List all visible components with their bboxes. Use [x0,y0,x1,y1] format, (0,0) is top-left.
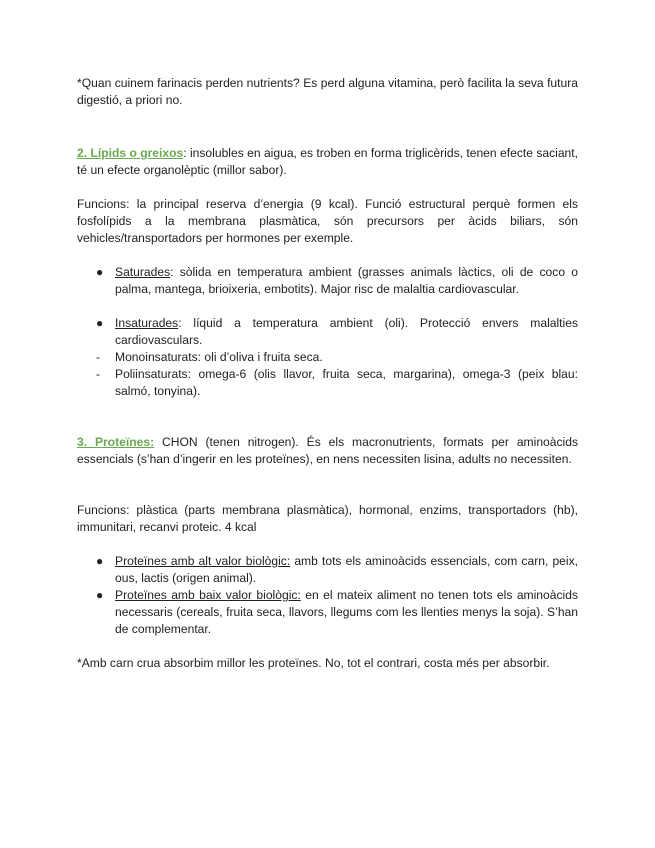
raw-meat-note [77,655,578,672]
proteins-heading: 3. Proteïnes: [77,435,155,449]
lipids-intro-text: : insolubles en aigua, es troben en forma triglicèrids, tenen efecte saciant, té un efecte organolèptic (millor sabor). [77,146,578,177]
unsaturated-text [115,315,578,349]
saturated-description: : sòlida en temperatura ambient (grasses animals làctics, oli de coco o palma, mantega, brioixeria, embotits). Major risc de malaltia cardiovascular. [115,265,578,296]
proteins-functions-text: Funcions: plàstica (parts membrana plasmàtica), hormonal, enzims, transportadors (hb), immunitari, recanvi proteic. 4 kcal [77,503,578,534]
bullet-marker: ● [96,316,104,330]
intro-note [77,75,578,109]
proteins-functions [77,502,578,536]
unsaturated-term: Insaturades [115,316,179,330]
lipids-functions [77,196,578,247]
raw-meat-note-text: *Amb carn crua absorbim millor les proteïnes. No, tot el contrari, costa més per absorbir. [77,656,550,670]
bullet-marker: ● [96,265,104,279]
lipids-heading: 2. Lípids o greixos [77,146,184,160]
proteins-intro-text: CHON (tenen nitrogen). És els macronutrients, formats per aminoàcids essencials (s’han d’ingerir en les proteïnes), en nens necessiten lisina, adults no necessiten. [77,435,578,466]
unsaturated-description: : líquid a temperatura ambient (oli). Protecció envers malalties cardiovasculars. [115,316,578,347]
saturated-text [115,264,578,298]
lipids-functions-text: Funcions: la principal reserva d’energia (9 kcal). Funció estructural perquè formen els fosfolípids a la membrana plasmàtica, són precursors per àcids biliars, són vehicles/transportadors per hormones per exemple. [77,197,578,245]
high-value-description: amb tots els aminoàcids essencials, com carn, peix, ous, lactis (origen animal). [115,554,578,585]
intro-note-text: *Quan cuinem farinacis perden nutrients? Es perd alguna vitamina, però facilita la seva futura digestió, a priori no. [77,76,578,107]
dash-marker: - [96,350,100,364]
polyunsaturated-text: Poliinsaturats: omega-6 (olis llavor, fruita seca, margarina), omega-3 (peix blau: salmó, tonyina). [115,367,578,398]
monounsaturated-text: Monoinsaturats: oli d’oliva i fruita seca. [115,350,323,364]
high-value-text [115,553,578,587]
low-value-term: Proteïnes amb baix valor biològic: [115,588,301,602]
proteins-intro [77,434,578,468]
high-value-term: Proteïnes amb alt valor biològic: [115,554,291,568]
dash-marker: - [96,367,100,381]
proteins-intro-paragraph [77,434,578,468]
saturated-term: Saturades [115,265,171,279]
low-value-text [115,587,578,638]
lipids-intro-paragraph [77,145,578,179]
bullet-marker: ● [96,588,104,602]
bullet-marker: ● [96,554,104,568]
low-value-description: en el mateix aliment no tenen tots els aminoàcids necessaris (cereals, fruita seca, llavors, llegums com les llenties menys la soja). S’han de complementar. [115,588,578,636]
lipids-intro [77,145,578,179]
